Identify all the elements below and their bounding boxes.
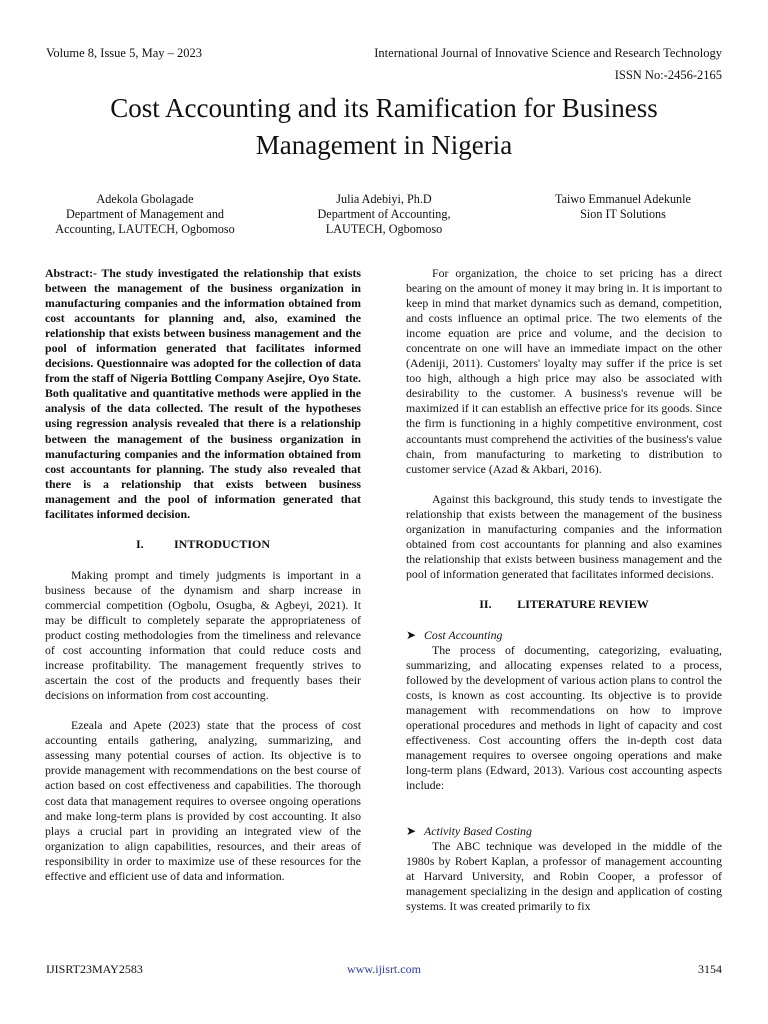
issn: ISSN No:-2456-2165 bbox=[614, 68, 722, 82]
author-affiliation: Department of Management and bbox=[65, 207, 225, 221]
right-column bbox=[406, 266, 722, 929]
author-block bbox=[30, 192, 738, 237]
author-name: Julia Adebiyi, Ph.D bbox=[336, 192, 432, 206]
subsection-activity-based-costing bbox=[406, 824, 722, 839]
intro-paragraph-1: Making prompt and timely judgments is important in a business because of the dynamism and sharp increase in commercial competition (Ogbolu, Osugba, & Agbeyi, 2021). It may be difficult to completely separate the appropriateness of product costing methodologies from the timeliness and relevance of cost accounting information that could reduce costs and increase profitability. The management frequently strives to ascertain the cost of the products and frequently bases their decisions on information from cost accounting. bbox=[45, 567, 361, 703]
section-title: LITERATURE REVIEW bbox=[517, 596, 649, 611]
author-1 bbox=[30, 192, 260, 237]
title-line-1: Cost Accounting and its Ramification for Business bbox=[110, 93, 658, 123]
subsection-title: Activity Based Costing bbox=[424, 823, 532, 838]
subsection-cost-accounting bbox=[406, 628, 722, 643]
cost-accounting-paragraph: The process of documenting, categorizing, evaluating, summarizing, and allocating expenses related to a process, followed by the development of various action plans to control the costs, is known as cost accounting. Its objective is to provide management with recommendations on how to improve operational procedures and methods in light of capacity and cost effectiveness. Cost accounting offers the in-depth cost data management requires to oversee ongoing operations and make long-term plans (Edward, 2013). Various cost accounting aspects include: bbox=[406, 643, 722, 793]
section-heading-literature-review bbox=[406, 597, 722, 612]
subsection-title: Cost Accounting bbox=[424, 627, 503, 642]
page-number: 3154 bbox=[698, 962, 722, 976]
author-affiliation: LAUTECH, Ogbomoso bbox=[325, 222, 443, 236]
journal-url-link[interactable]: www.ijisrt.com bbox=[347, 962, 421, 976]
abc-paragraph: The ABC technique was developed in the middle of the 1980s by Robert Kaplan, a professor of management accounting at Harvard University, and Robin Cooper, a professor of management specializing in the design and application of costing systems. It was created primarily to fix bbox=[406, 838, 722, 913]
author-affiliation: Accounting, LAUTECH, Ogbomoso bbox=[55, 222, 235, 236]
arrow-bullet-icon: ➤ bbox=[406, 627, 416, 642]
section-number: I. bbox=[135, 536, 144, 551]
journal-name: International Journal of Innovative Science and Research Technology bbox=[374, 46, 722, 60]
body-paragraph-background: Against this background, this study tends to investigate the relationship that exists between the management of the business organization in manufacturing companies and the information obtained from cost accountants for planning and also examines the relationship that exists between business management and the pool of information generated that facilitates informed decisions. bbox=[406, 491, 722, 581]
paper-title bbox=[40, 90, 728, 164]
author-affiliation: Sion IT Solutions bbox=[580, 207, 666, 221]
intro-paragraph-2: Ezeala and Apete (2023) state that the process of cost accounting entails gathering, analyzing, summarizing, and assessing many potential courses of action. Its objective is to provide management with recommendations on the best course of action based on cost effectiveness and capabilities. The thorough cost data that management requires to oversee ongoing operations and make long-term plans is provided by cost accounting. It also plays a crucial part in providing an integrated view of the organization to align capabilities, resources, and their areas of responsibility in order to maximize use of these resources for the effective and efficient use of data and information. bbox=[45, 718, 361, 883]
volume-issue: Volume 8, Issue 5, May – 2023 bbox=[46, 46, 203, 60]
body-paragraph-pricing: For organization, the choice to set pricing has a direct bearing on the amount of money it may bring in. It is important to keep in mind that market dynamics such as demand, competition, and costs influence an optimal price. The two elements of the income equation are price and volume, and the decision to concentrate on one will have an immediate impact on the other (Adeniji, 2011). Customers' loyalty may suffer if the price is set too high, although a high price may also be associated with desirability to the customer. A business's revenue will be maximized if it can establish an effective price for its goods. Since the firm is functioning in a highly competitive environment, cost accountants must comprehend the activities of the business's value chain, from manufacturing to marketing to distribution to customer service (Azad & Akbari, 2016). bbox=[406, 266, 722, 476]
author-3 bbox=[508, 192, 738, 237]
arrow-bullet-icon: ➤ bbox=[406, 823, 416, 838]
article-id: IJISRT23MAY2583 bbox=[46, 962, 143, 976]
section-title: INTRODUCTION bbox=[173, 536, 270, 551]
abstract: Abstract:- The study investigated the relationship that exists between the management of the business organization in manufacturing companies and the information obtained from cost accountants for planning and, also, examined the relationship that exists between business management and the pool of information generated that facilitates informed decisions. Questionnaire was adopted for the collection of data from the staff of Nigeria Bottling Company Asejire, Oyo State. Both qualitative and quantitative methods were applied in the analysis of the data collected. The result of the hypotheses using regression analysis revealed that there is a relationship between the management of the business organization in manufacturing companies and the information obtained from cost accountants for planning. The study also revealed that there is a relationship that exists between business management and the pool of information generated that facilitates informed decision. bbox=[45, 266, 361, 521]
author-name: Taiwo Emmanuel Adekunle bbox=[555, 192, 691, 206]
author-2 bbox=[284, 192, 484, 237]
left-column bbox=[45, 266, 361, 899]
author-affiliation: Department of Accounting, bbox=[317, 207, 451, 221]
section-heading-introduction bbox=[45, 537, 361, 552]
title-line-2: Management in Nigeria bbox=[255, 130, 513, 160]
section-number: II. bbox=[479, 596, 492, 611]
author-name: Adekola Gbolagade bbox=[96, 192, 194, 206]
